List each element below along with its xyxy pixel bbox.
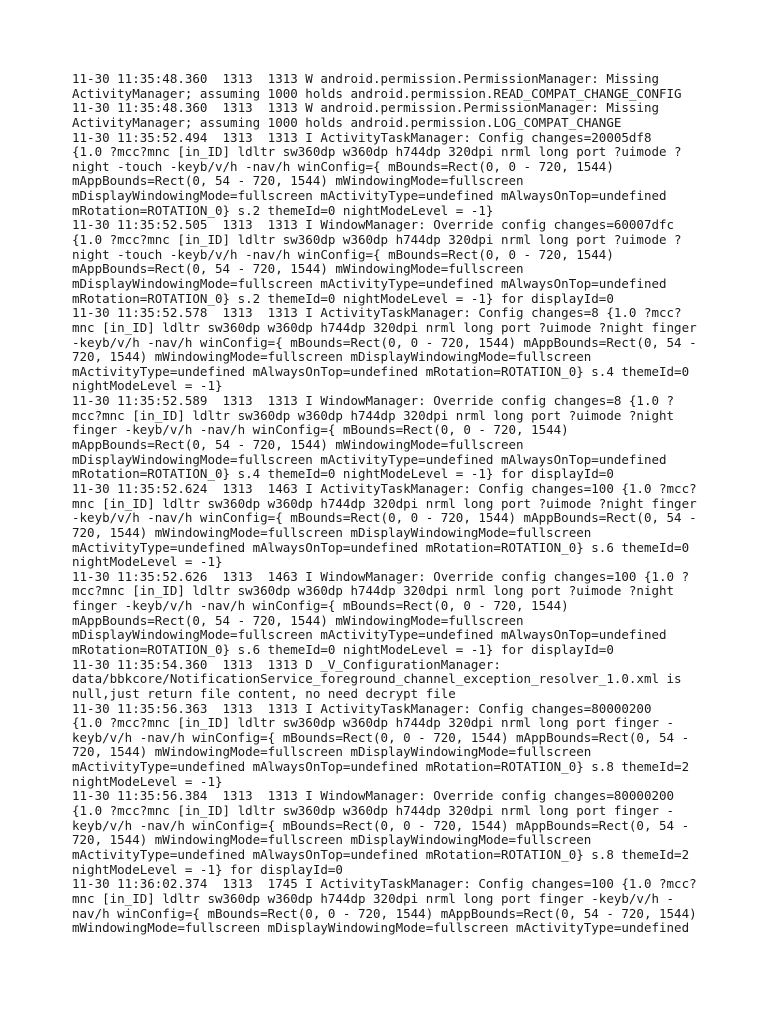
log-line: mRotation=ROTATION_0} s.2 themeId=0 nightModeLevel = -1}	[72, 202, 494, 218]
log-line: nightModeLevel = -1}	[72, 554, 223, 570]
log-line: mActivityType=undefined mAlwaysOnTop=undefined mRotation=ROTATION_0} s.8 themeId=2	[72, 759, 690, 775]
log-line: mAppBounds=Rect(0, 54 - 720, 1544) mWindowingMode=fullscreen	[72, 437, 524, 453]
log-line: 720, 1544) mWindowingMode=fullscreen mDisplayWindowingMode=fullscreen	[72, 524, 592, 540]
log-line: 11-30 11:35:52.494 1313 1313 I ActivityTaskManager: Config changes=20005df8	[72, 129, 652, 145]
log-line: mDisplayWindowingMode=fullscreen mActivityType=undefined mAlwaysOnTop=undefined	[72, 275, 667, 291]
log-line: 11-30 11:35:52.626 1313 1463 I WindowManager: Override config changes=100 {1.0 ?	[72, 568, 690, 584]
log-line: 11-30 11:35:52.624 1313 1463 I ActivityTaskManager: Config changes=100 {1.0 ?mcc?	[72, 480, 697, 496]
log-line: finger -keyb/v/h -nav/h winConfig={ mBounds=Rect(0, 0 - 720, 1544)	[72, 598, 569, 614]
log-line: mAppBounds=Rect(0, 54 - 720, 1544) mWindowingMode=fullscreen	[72, 612, 524, 628]
log-line: 11-30 11:35:48.360 1313 1313 W android.permission.PermissionManager: Missing	[72, 100, 659, 116]
log-line: keyb/v/h -nav/h winConfig={ mBounds=Rect(0, 0 - 720, 1544) mAppBounds=Rect(0, 54 -	[72, 817, 690, 833]
log-line: ActivityManager; assuming 1000 holds android.permission.LOG_COMPAT_CHANGE	[72, 114, 622, 130]
log-line: mWindowingMode=fullscreen mDisplayWindowingMode=fullscreen mActivityType=undefined	[72, 920, 690, 936]
log-line: 11-30 11:35:52.578 1313 1313 I ActivityTaskManager: Config changes=8 {1.0 ?mcc?	[72, 305, 682, 321]
log-line: 11-30 11:36:02.374 1313 1745 I ActivityTaskManager: Config changes=100 {1.0 ?mcc?	[72, 876, 697, 892]
log-line: 11-30 11:35:48.360 1313 1313 W android.permission.PermissionManager: Missing	[72, 71, 659, 86]
log-line: mDisplayWindowingMode=fullscreen mActivityType=undefined mAlwaysOnTop=undefined	[72, 451, 667, 467]
log-line: mActivityType=undefined mAlwaysOnTop=undefined mRotation=ROTATION_0} s.6 themeId=0	[72, 539, 690, 555]
log-line: mAppBounds=Rect(0, 54 - 720, 1544) mWindowingMode=fullscreen	[72, 261, 524, 277]
log-line: mActivityType=undefined mAlwaysOnTop=undefined mRotation=ROTATION_0} s.4 themeId=0	[72, 363, 690, 379]
log-line: 11-30 11:35:56.363 1313 1313 I ActivityTaskManager: Config changes=80000200	[72, 700, 652, 716]
log-line: mDisplayWindowingMode=fullscreen mActivityType=undefined mAlwaysOnTop=undefined	[72, 188, 667, 204]
log-line: {1.0 ?mcc?mnc [in_ID] ldltr sw360dp w360dp h744dp 320dpi nrml long port finger -	[72, 803, 675, 819]
log-line: 720, 1544) mWindowingMode=fullscreen mDisplayWindowingMode=fullscreen	[72, 832, 592, 848]
log-line: {1.0 ?mcc?mnc [in_ID] ldltr sw360dp w360dp h744dp 320dpi nrml long port ?uimode ?	[72, 144, 682, 160]
log-line: mnc [in_ID] ldltr sw360dp w360dp h744dp 320dpi nrml long port ?uimode ?night finger	[72, 319, 697, 335]
log-line: {1.0 ?mcc?mnc [in_ID] ldltr sw360dp w360dp h744dp 320dpi nrml long port finger -	[72, 715, 675, 731]
log-line: keyb/v/h -nav/h winConfig={ mBounds=Rect(0, 0 - 720, 1544) mAppBounds=Rect(0, 54 -	[72, 729, 690, 745]
log-line: mcc?mnc [in_ID] ldltr sw360dp w360dp h744dp 320dpi nrml long port ?uimode ?night	[72, 583, 675, 599]
log-line: ActivityManager; assuming 1000 holds android.permission.READ_COMPAT_CHANGE_CONFIG	[72, 85, 682, 101]
log-line: mnc [in_ID] ldltr sw360dp w360dp h744dp 320dpi nrml long port finger -keyb/v/h -	[72, 890, 675, 906]
log-line: data/bbkcore/NotificationService_foreground_channel_exception_resolver_1.0.xml is	[72, 671, 682, 687]
log-line: finger -keyb/v/h -nav/h winConfig={ mBounds=Rect(0, 0 - 720, 1544)	[72, 422, 569, 438]
log-line: night -touch -keyb/v/h -nav/h winConfig={ mBounds=Rect(0, 0 - 720, 1544)	[72, 158, 614, 174]
log-line: mnc [in_ID] ldltr sw360dp w360dp h744dp 320dpi nrml long port ?uimode ?night finger	[72, 495, 697, 511]
log-line: mRotation=ROTATION_0} s.2 themeId=0 nightModeLevel = -1} for displayId=0	[72, 290, 614, 306]
log-line: 11-30 11:35:56.384 1313 1313 I WindowManager: Override config changes=80000200	[72, 788, 675, 804]
log-line: nightModeLevel = -1}	[72, 773, 223, 789]
log-line: nightModeLevel = -1} for displayId=0	[72, 861, 343, 877]
log-line: 11-30 11:35:52.505 1313 1313 I WindowManager: Override config changes=60007dfc	[72, 217, 675, 233]
log-line: 720, 1544) mWindowingMode=fullscreen mDisplayWindowingMode=fullscreen	[72, 744, 592, 760]
log-line: nav/h winConfig={ mBounds=Rect(0, 0 - 720, 1544) mAppBounds=Rect(0, 54 - 720, 1544)	[72, 905, 697, 921]
log-line: 11-30 11:35:54.360 1313 1313 D _V_ConfigurationManager:	[72, 656, 501, 672]
log-line: mDisplayWindowingMode=fullscreen mActivityType=undefined mAlwaysOnTop=undefined	[72, 627, 667, 643]
log-line: mActivityType=undefined mAlwaysOnTop=undefined mRotation=ROTATION_0} s.8 themeId=2	[72, 846, 690, 862]
log-line: mRotation=ROTATION_0} s.6 themeId=0 nightModeLevel = -1} for displayId=0	[72, 641, 614, 657]
log-line: mAppBounds=Rect(0, 54 - 720, 1544) mWindowingMode=fullscreen	[72, 173, 524, 189]
log-line: -keyb/v/h -nav/h winConfig={ mBounds=Rect(0, 0 - 720, 1544) mAppBounds=Rect(0, 54 -	[72, 334, 697, 350]
log-line: nightModeLevel = -1}	[72, 378, 223, 394]
log-line: 720, 1544) mWindowingMode=fullscreen mDisplayWindowingMode=fullscreen	[72, 349, 592, 365]
log-line: 11-30 11:35:52.589 1313 1313 I WindowManager: Override config changes=8 {1.0 ?	[72, 393, 675, 409]
log-line: {1.0 ?mcc?mnc [in_ID] ldltr sw360dp w360dp h744dp 320dpi nrml long port ?uimode ?	[72, 232, 682, 248]
log-line: mRotation=ROTATION_0} s.4 themeId=0 nightModeLevel = -1} for displayId=0	[72, 466, 614, 482]
log-line: night -touch -keyb/v/h -nav/h winConfig={ mBounds=Rect(0, 0 - 720, 1544)	[72, 246, 614, 262]
log-text-block	[72, 72, 702, 936]
log-line: null,just return file content, no need decrypt file	[72, 685, 456, 701]
log-line: -keyb/v/h -nav/h winConfig={ mBounds=Rect(0, 0 - 720, 1544) mAppBounds=Rect(0, 54 -	[72, 510, 697, 526]
log-line: mcc?mnc [in_ID] ldltr sw360dp w360dp h744dp 320dpi nrml long port ?uimode ?night	[72, 407, 675, 423]
